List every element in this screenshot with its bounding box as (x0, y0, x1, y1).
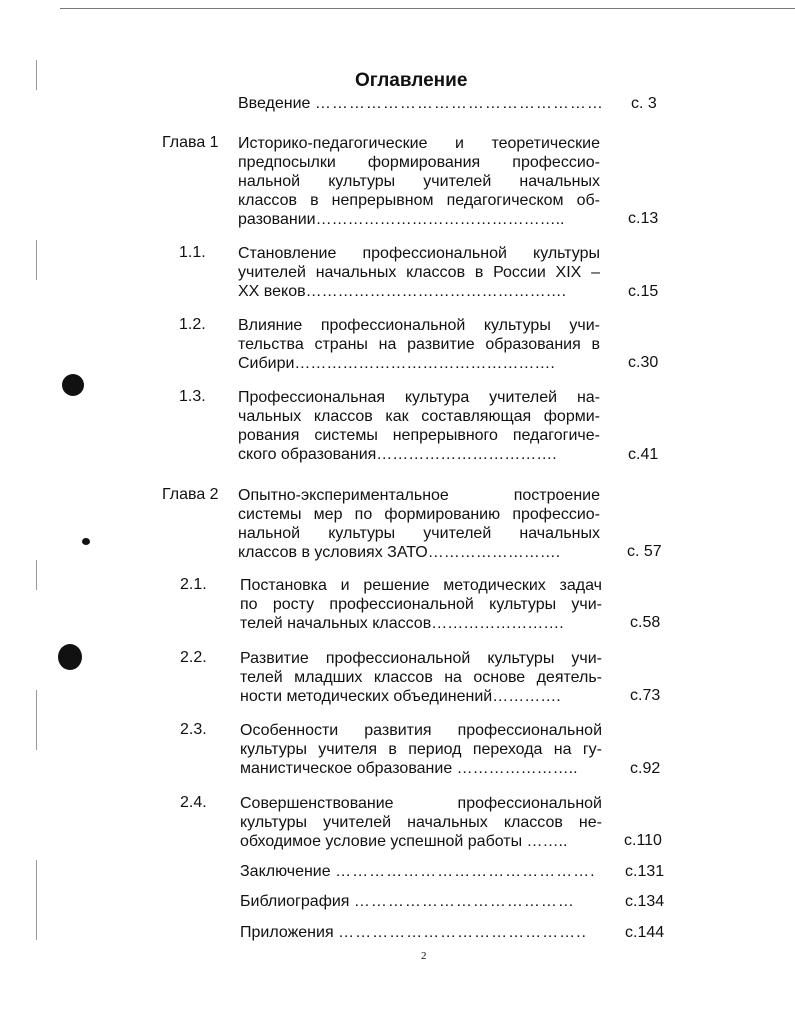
section-number: 2.3. (180, 721, 207, 738)
entry-line: ности методических объединений…………. (240, 688, 561, 705)
toc-entry-intro[interactable] (238, 95, 604, 113)
entry-line: Влияние профессиональной культуры учи- (238, 317, 600, 334)
page-number: с.131 (625, 863, 665, 880)
entry-line: телей младших классов на основе деятель- (240, 669, 602, 686)
scan-edge-mark (36, 560, 37, 590)
toc-entry-chapter-2[interactable] (238, 486, 600, 562)
entry-line: классов в условиях ЗАТО……………………. (238, 544, 561, 561)
page-number: с.144 (625, 924, 665, 941)
entry-line: предпосылки формирования профессио- (238, 154, 600, 171)
page-number: с.15 (628, 283, 659, 300)
entry-line: манистическое образование ………………….. (240, 760, 578, 777)
entry-line: чальных классов как составляющая форми- (238, 408, 600, 425)
entry-line: тельства страны на развитие образования в (238, 336, 600, 353)
toc-entry-conclusion[interactable] (240, 863, 596, 881)
scan-edge-mark (36, 690, 37, 750)
page-number: с.73 (630, 687, 661, 704)
entry-line: Развитие профессиональной культуры учи- (240, 650, 602, 667)
page-number: с. 57 (627, 543, 662, 560)
leader-dots: …………………………………………… (314, 95, 604, 112)
toc-entry-chapter-1[interactable] (238, 134, 600, 229)
page-number: с.13 (628, 210, 659, 227)
entry-line: культуры учителей начальных классов не- (240, 814, 602, 831)
toc-entry-bibliography[interactable] (240, 893, 575, 911)
entry-line: ского образования……………………………. (238, 446, 557, 463)
page-number: с.92 (630, 760, 661, 777)
toc-title: Оглавление (355, 70, 468, 91)
entry-line: по росту профессиональной культуры учи- (240, 596, 602, 613)
toc-entry-section-2-4[interactable] (240, 794, 602, 851)
scan-edge-line (60, 8, 795, 9)
leader-dots: …………………………………….. (338, 924, 587, 941)
entry-line: XX веков…………………………………………. (238, 283, 567, 300)
entry-line: учителей начальных классов в России XIX – (238, 264, 600, 281)
page-number: с.134 (625, 893, 665, 910)
entry-line: нальной культуры учителей начальных (238, 525, 600, 542)
scan-edge-mark (36, 60, 37, 90)
entry-line: Становление профессиональной культуры (238, 245, 600, 262)
entry-line: Особенности развития профессиональной (240, 722, 602, 739)
punch-hole-upper (62, 374, 84, 396)
section-number: 2.1. (180, 576, 207, 593)
leader-dots: ………………………………………. (335, 863, 596, 880)
section-number: 2.2. (180, 649, 207, 666)
toc-entry-appendices[interactable] (240, 924, 587, 942)
folio-number: 2 (421, 950, 427, 962)
entry-line: классов в непрерывном педагогическом об- (238, 192, 600, 209)
page-number: с.30 (628, 354, 659, 371)
section-number: 1.1. (179, 244, 206, 261)
toc-entry-section-1-1[interactable] (238, 244, 600, 301)
entry-line: Историко-педагогические и теоретические (238, 135, 600, 152)
page-number: с.41 (628, 446, 659, 463)
ink-speck (82, 538, 90, 545)
toc-entry-section-1-2[interactable] (238, 316, 600, 373)
page-number: с.58 (630, 614, 661, 631)
toc-entry-section-2-2[interactable] (240, 649, 602, 706)
leader-dots: ………………………………… (353, 893, 575, 910)
entry-line: Совершенствование профессиональной (240, 795, 602, 812)
entry-line: обходимое условие успешной работы …….. (240, 833, 568, 850)
entry-line: Постановка и решение методических задач (240, 577, 602, 594)
page-number: с. 3 (631, 95, 657, 112)
entry-line: Профессиональная культура учителей на- (238, 389, 600, 406)
page-number: с.110 (624, 832, 662, 849)
toc-entry-section-1-3[interactable] (238, 388, 600, 464)
entry-line: телей начальных классов……………………. (240, 615, 564, 632)
entry-line: Сибири…………………………………………. (238, 355, 555, 372)
chapter-label: Глава 2 (162, 486, 219, 503)
entry-line: культуры учителя в период перехода на гу- (240, 741, 602, 758)
chapter-label: Глава 1 (162, 134, 219, 151)
toc-entry-section-2-3[interactable] (240, 721, 602, 778)
entry-line: Опытно-экспериментальное построение (238, 487, 600, 504)
entry-line: системы мер по формированию профессио- (238, 506, 600, 523)
entry-line: нальной культуры учителей начальных (238, 173, 600, 190)
toc-entry-label: Библиография (240, 893, 350, 910)
punch-hole-lower (58, 644, 82, 670)
toc-entry-label: Введение (238, 95, 311, 112)
toc-entry-label: Приложения (240, 924, 334, 941)
toc-entry-section-2-1[interactable] (240, 576, 602, 633)
toc-entry-label: Заключение (240, 863, 331, 880)
entry-line: разовании……………………………………….. (238, 211, 565, 228)
scan-edge-mark (36, 240, 37, 280)
section-number: 2.4. (180, 794, 207, 811)
entry-line: рования системы непрерывного педагогиче- (238, 427, 600, 444)
scan-edge-mark (36, 860, 37, 940)
section-number: 1.2. (179, 316, 206, 333)
section-number: 1.3. (179, 388, 206, 405)
